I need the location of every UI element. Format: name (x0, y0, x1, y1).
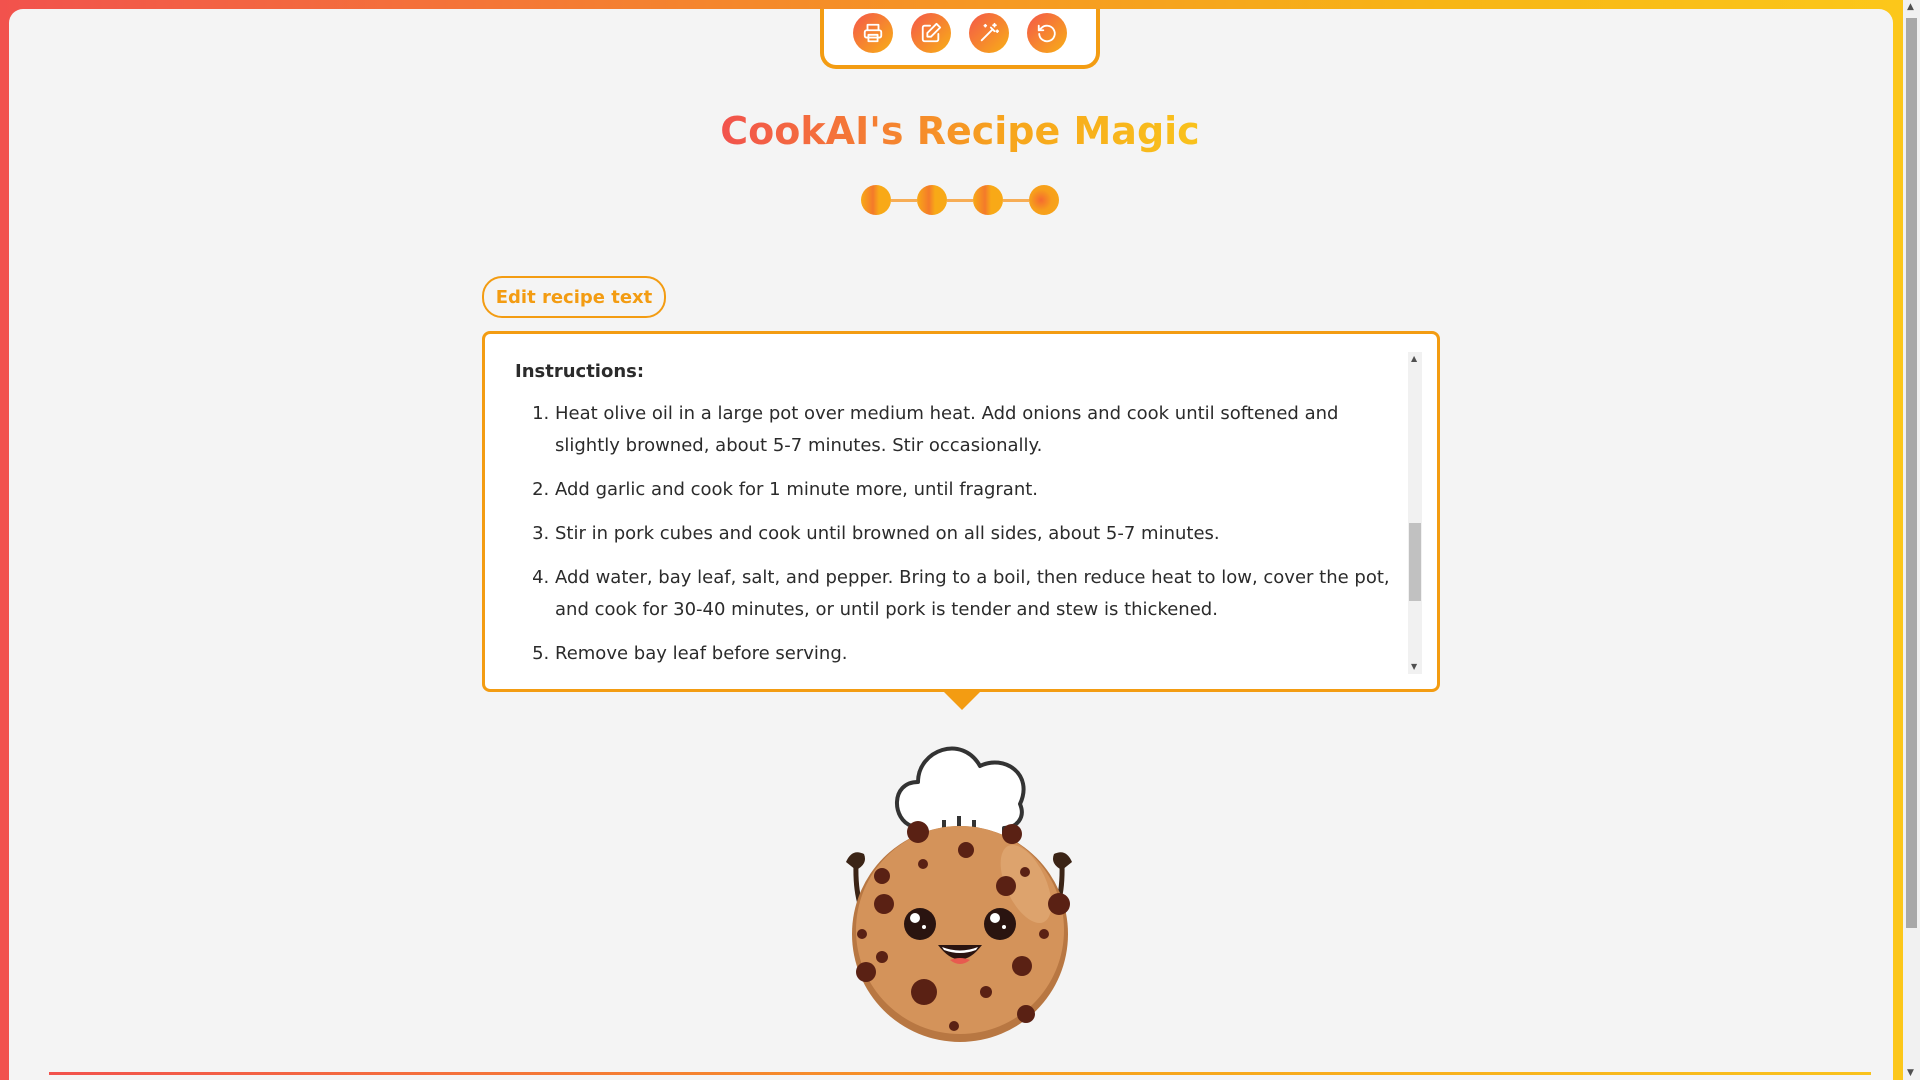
list-item: 3. Stir in pork cubes and cook until browned on all sides, about 5-7 minutes. (555, 518, 1395, 550)
page-title: CookAI's Recipe Magic (720, 109, 1200, 153)
page-scrollbar-thumb[interactable] (1906, 18, 1917, 928)
pencil-square-icon (920, 22, 942, 44)
app-frame (9, 9, 1893, 1080)
scroll-up-arrow-icon[interactable]: ▲ (1411, 354, 1418, 363)
reset-button[interactable] (1027, 13, 1067, 53)
step-indicator-1 (861, 185, 891, 215)
scroll-down-arrow-icon[interactable]: ▼ (1411, 662, 1418, 671)
recipe-panel[interactable] (482, 331, 1440, 692)
page-scrollbar[interactable] (1903, 0, 1920, 1080)
list-item: 1. Heat olive oil in a large pot over medium heat. Add onions and cook until softened and slightly browned, about 5-7 minutes. Stir occasionally. (555, 398, 1395, 462)
recipe-content (515, 356, 1395, 682)
rotate-ccw-icon (1036, 22, 1058, 44)
magic-button[interactable] (969, 13, 1009, 53)
print-button[interactable] (853, 13, 893, 53)
page-scroll-up-icon[interactable]: ▲ (1907, 2, 1914, 12)
page-scroll-down-icon[interactable]: ▼ (1907, 1068, 1914, 1078)
recipe-scrollbar[interactable] (1408, 352, 1422, 674)
speech-pointer (944, 692, 980, 710)
magic-wand-icon (978, 22, 1000, 44)
instructions-list (515, 398, 1395, 670)
step-indicator-2 (917, 185, 947, 215)
list-item: 2. Add garlic and cook for 1 minute more, until fragrant. (555, 474, 1395, 506)
toolbar (820, 9, 1100, 69)
step-connector (947, 199, 973, 202)
step-connector (1003, 199, 1029, 202)
chef-cookie-mascot-icon (794, 724, 1124, 1044)
list-item: 5. Remove bay leaf before serving. (555, 638, 1395, 670)
step-indicator-3 (973, 185, 1003, 215)
printer-icon (862, 22, 884, 44)
instructions-heading: Instructions: (515, 361, 645, 382)
list-item: 4. Add water, bay leaf, salt, and pepper. Bring to a boil, then reduce heat to low, cover the pot, and cook for 30-40 minutes, or until pork is tender and stew is thickened. (555, 562, 1395, 626)
edit-recipe-text-button[interactable]: Edit recipe text (482, 276, 666, 318)
step-indicator-4 (1029, 185, 1059, 215)
recipe-scrollbar-thumb[interactable] (1409, 523, 1421, 601)
progress-steps (9, 185, 1893, 215)
step-connector (891, 199, 917, 202)
bottom-divider (49, 1072, 1871, 1075)
edit-tool-button[interactable] (911, 13, 951, 53)
